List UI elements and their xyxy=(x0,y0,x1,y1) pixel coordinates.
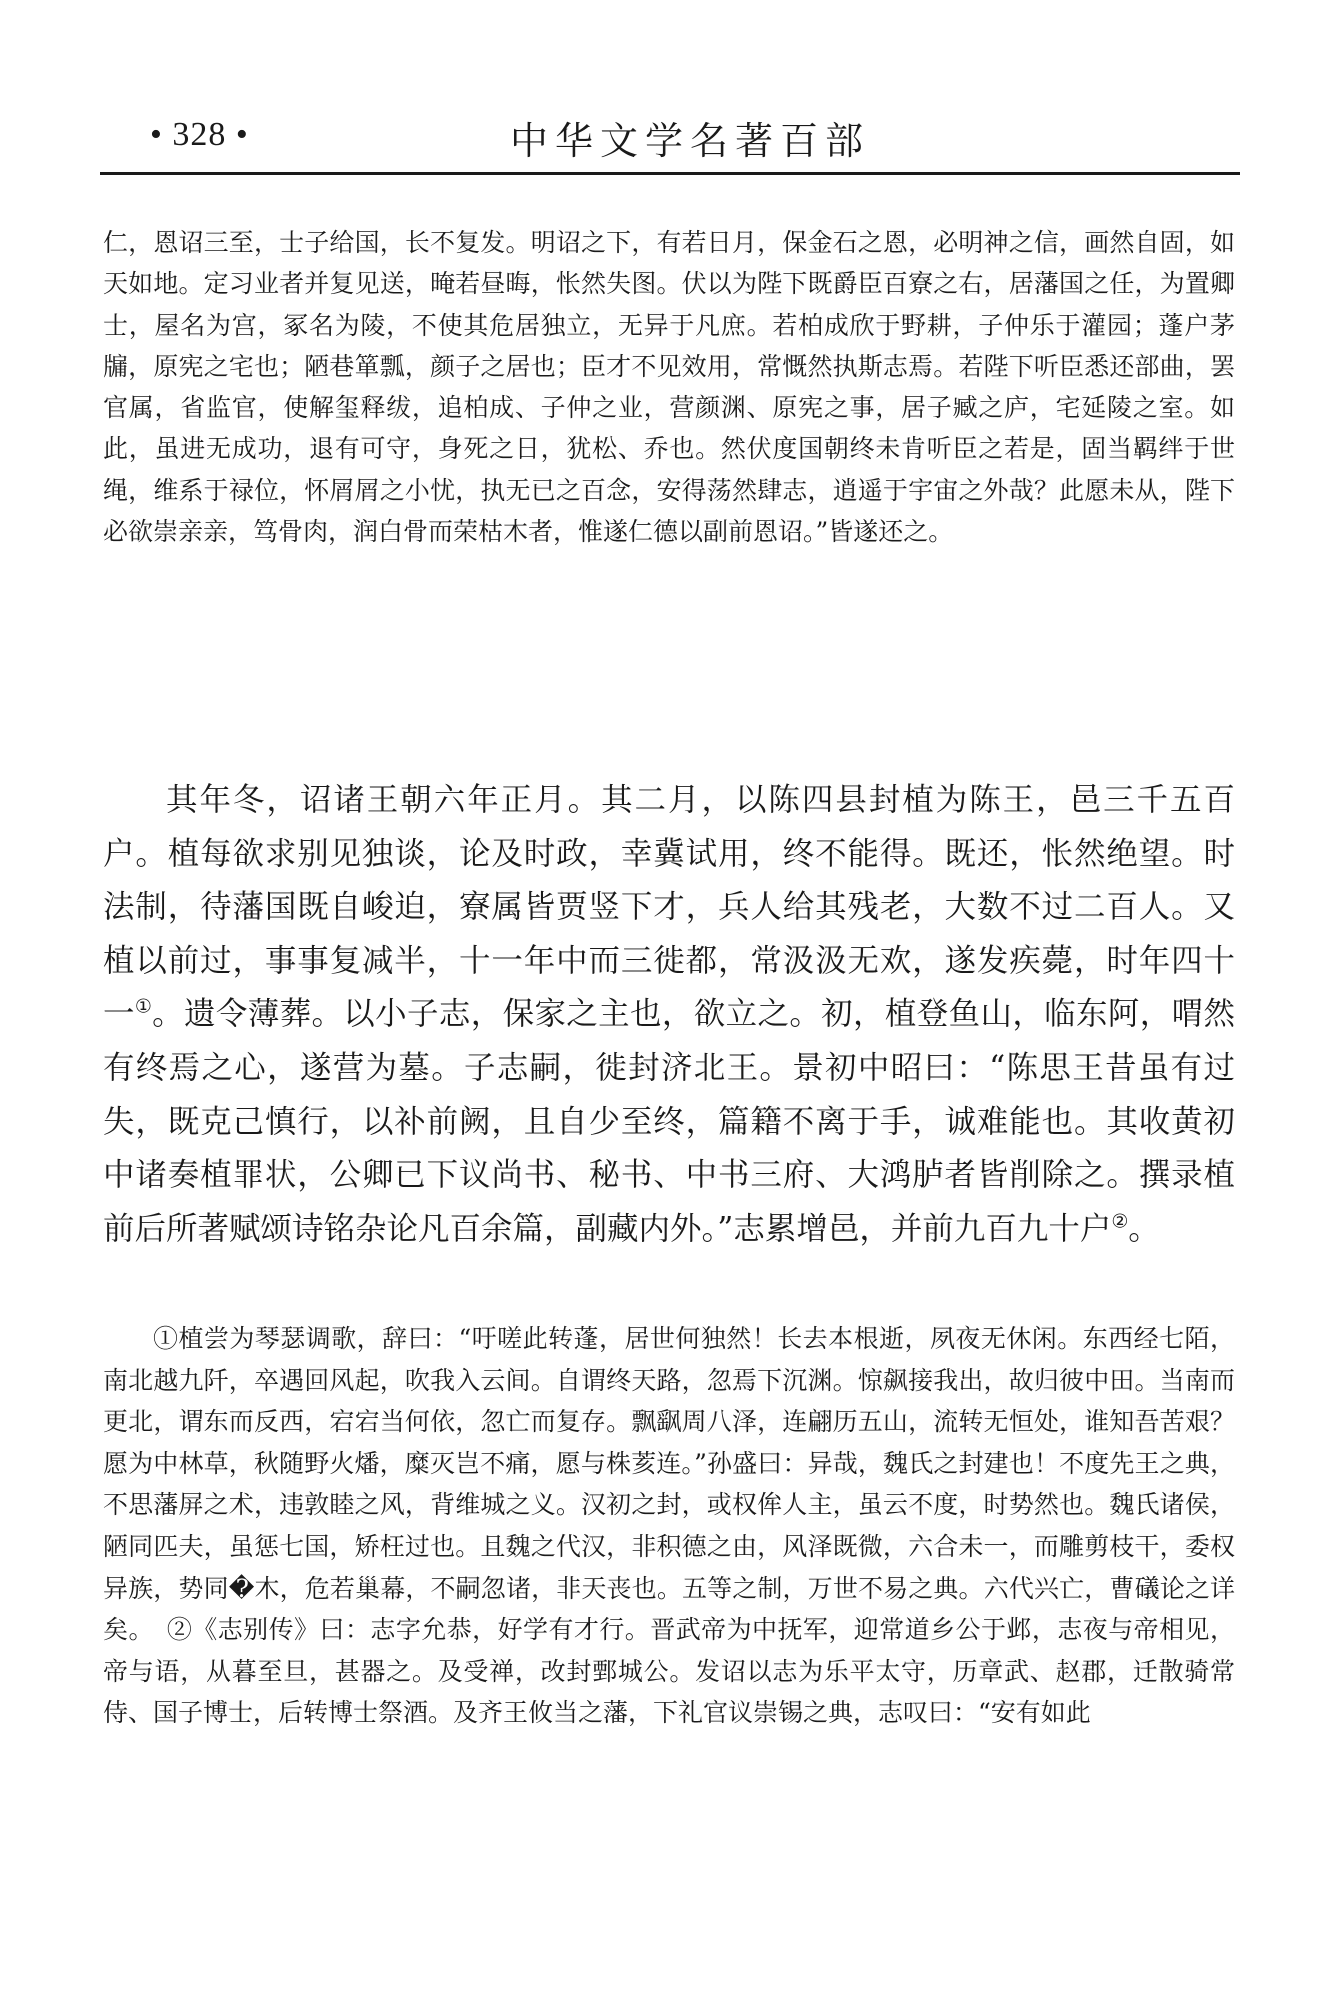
footnote-ref-2: ② xyxy=(1111,1210,1129,1233)
main-text-part2: 。遗令薄葬。以小子志，保家之主也，欲立之。初，植登鱼山，临东阿，喟然有终焉之心，遂营为墓。子志嗣，徙封济北王。景初中昭曰：“陈思王昔虽有过失，既克己慎行，以补前阙，且自少至终，篇籍不离于手，诚难能也。其收黄初中诸奏植罪状，公卿已下议尚书、秘书、中书三府、大鸿胪者皆削除之。撰录植前后所著赋颂诗铭杂论凡百余篇，副藏内外。”志累增邑，并前九百九十户 xyxy=(103,996,1235,1247)
footnote-ref-1: ① xyxy=(134,995,153,1018)
main-text-part3: 。 xyxy=(1128,1210,1160,1247)
footnote-2: ②《志别传》曰：志字允恭，好学有才行。晋武帝为中抚军，迎常道乡公于邺，志夜与帝相见，帝与语，从暮至旦，甚器之。及受禅，改封鄄城公。发诏以志为乐平太守，历章武、赵郡，迁散骑常侍、国子博士，后转博士祭酒。及齐王攸当之藩，下礼官议崇锡之典，志叹曰：“安有如此 xyxy=(103,1615,1235,1728)
main-paragraph xyxy=(103,774,1235,1256)
main-text-part1: 其年冬，诏诸王朝六年正月。其二月，以陈四县封植为陈王，邑三千五百户。植每欲求别见独谈，论及时政，幸冀试用，终不能得。既还，怅然绝望。时法制，待藩国既自峻迫，寮属皆贾竖下才，兵人给其残老，大数不过二百人。又植以前过，事事复减半，十一年中而三徙都，常汲汲无欢，遂发疾薨，时年四十一 xyxy=(103,782,1235,1033)
header-rule xyxy=(100,172,1240,175)
continued-footnote: 仁，恩诏三至，士子给国，长不复发。明诏之下，有若日月，保金石之恩，必明神之信，画然自固，如天如地。定习业者并复见送，晻若昼晦，怅然失图。伏以为陛下既爵臣百寮之右，居藩国之任，为置卿士，屋名为宫，冢名为陵，不使其危居独立，无异于凡庶。若柏成欣于野耕，子仲乐于灌园；蓬户茅牖，原宪之宅也；陋巷箪瓢，颜子之居也；臣才不见效用，常慨然执斯志焉。若陛下听臣悉还部曲，罢官属，省监官，使解玺释绂，追柏成、子仲之业，营颜渊、原宪之事，居子臧之庐，宅延陵之室。如此，虽进无成功，退有可守，身死之日，犹松、乔也。然伏度国朝终未肯听臣之若是，固当羁绊于世绳，维系于禄位，怀屑屑之小忧，执无已之百念，安得荡然肆志，逍遥于宇宙之外哉？此愿未从，陛下必欲崇亲亲，笃骨肉，润白骨而荣枯木者，惟遂仁德以副前恩诏。”皆遂还之。 xyxy=(103,228,1235,547)
page-header xyxy=(100,110,1240,170)
footnotes xyxy=(103,1318,1235,1734)
footnote-1: ①植尝为琴瑟调歌，辞曰：“吁嗟此转蓬，居世何独然！长去本根逝，夙夜无休闲。东西经七陌，南北越九阡，卒遇回风起，吹我入云间。自谓终天路，忽焉下沉渊。惊飙接我出，故归彼中田。当南而更北，谓东而反西，宕宕当何依，忽亡而复存。飘飖周八泽，连翩历五山，流转无恒处，谁知吾苦艰？愿为中林草，秋随野火燔，糜灭岂不痛，愿与株荄连。”孙盛曰：异哉，魏氏之封建也！不度先王之典，不思藩屏之术，违敦睦之风，背维城之义。汉初之封，或权侔人主，虽云不度，时势然也。魏氏诸侯，陋同匹夫，虽惩七国，矫枉过也。且魏之代汉，非积德之由，风泽既微，六合未一，而雕剪枝干，委权异族，势同�木，危若巢幕，不嗣忽诸，非天丧也。五等之制，万世不易之典。六代兴亡，曹礒论之详矣。 xyxy=(103,1324,1235,1645)
page-number: • 328 • xyxy=(150,116,249,153)
book-title: 中华文学名著百部 xyxy=(510,119,871,163)
